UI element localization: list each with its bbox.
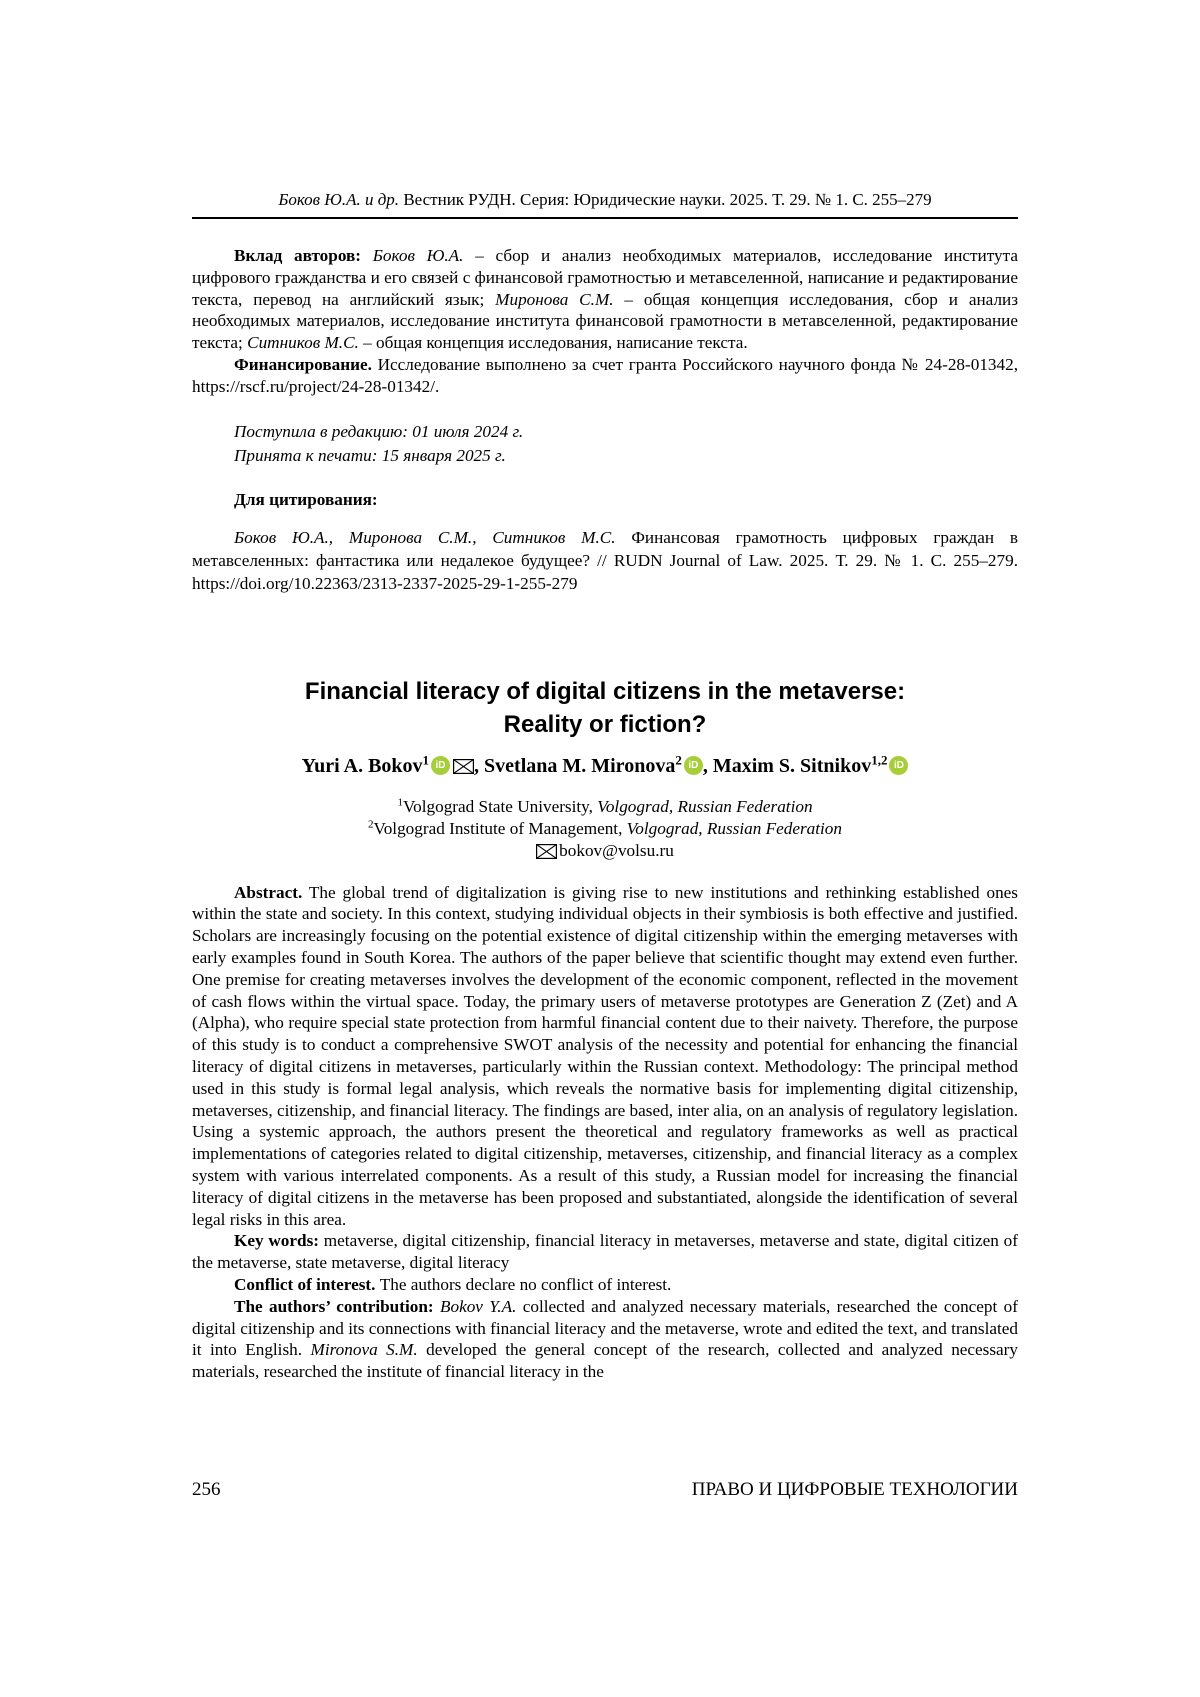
contribution-mironova-text-ru: – общая концепция исследования, сбор и анализ необходимых материалов, исследование института финансовой грамотности в метавселенной, редактирование текста; <box>192 289 1019 353</box>
page-footer <box>192 1479 1018 1501</box>
affiliation-2 <box>192 818 1018 840</box>
contribution-ru-label: Вклад авторов: <box>234 246 373 265</box>
contribution-sitnikov-text-ru: – общая концепция исследования, написание текста. <box>358 333 748 353</box>
author-mironova <box>484 751 703 777</box>
author-mironova-name: Svetlana M. Mironova <box>484 754 676 777</box>
affiliation-1-sup: 1 <box>397 795 403 808</box>
citation-paragraph <box>192 526 1018 595</box>
affiliation-2-place: Volgograd, Russian Federation <box>626 818 842 838</box>
affiliation-1-place: Volgograd, Russian Federation <box>597 796 813 816</box>
accepted-date: Принята к печати: 15 января 2025 г. <box>234 445 506 465</box>
title-line-1: Financial literacy of digital citizens in the metaverse: <box>304 677 906 705</box>
editorial-dates <box>192 420 1018 468</box>
affiliation-2-sup: 2 <box>368 817 374 830</box>
journal-page-content <box>192 0 1018 1383</box>
contribution-bokov-text-en: collected and analyzed necessary materials, researched the concept of digital citizenship and its connections with financial literacy and the metaverse, wrote and edited the text, and translated it into English. <box>192 1296 1018 1360</box>
author-name-mironova-en: Mironova S.M. <box>310 1340 418 1360</box>
received-date: Поступила в редакцию: 01 июля 2024 г. <box>234 421 524 441</box>
conflict-text: The authors declare no conflict of interest. <box>379 1274 672 1294</box>
abstract-label: Abstract. <box>234 882 303 902</box>
email-line <box>192 840 1018 862</box>
authors-line <box>192 753 1018 780</box>
contribution-en-label: The authors’ contribution: <box>234 1296 440 1316</box>
abstract-text: The global trend of digitalization is giving rise to new institutions and rethinking established ones within the state and society. In this context, studying individual objects in their symbiosis is both effective and justified. Scholars are increasingly focusing on the potential existence of digital citizenship within the emerging metaverses with early examples found in South Korea. The authors of the paper believe that scientific thought may extend even further. One premise for creating metaverses involves the development of the economic component, reflected in the movement of cash flows within the virtual space. Today, the primary users of metaverse prototypes are Generation Z (Zet) and A (Alpha), who require special state protection from harmful financial content due to their naivety. Therefore, the purpose of this study is to conduct a comprehensive SWOT analysis of the necessity and potential for enhancing the financial literacy of digital citizens in metaverses, particularly within the Russian context. Methodology: The principal method used in this study is formal legal analysis, which reveals the normative basis for implementing digital citizenship, metaverses, citizenship, and financial literacy. The findings are based, inter alia, on an analysis of regulatory legislation. Using a systemic approach, the authors present the theoretical and regulatory frameworks as well as practical implementations of categories related to digital citizenship, metaverses, citizenship, and financial literacy as a complex system with various interrelated components. As a result of this study, a Russian model for increasing the financial literacy of digital citizens in the metaverse has been proposed and substantiated, alongside the identification of several legal risks in this area. <box>192 882 1018 1229</box>
email-icon[interactable] <box>453 759 474 774</box>
orcid-icon[interactable] <box>889 756 908 775</box>
citation-authors: Боков Ю.А., Миронова С.М., Ситников М.С. <box>234 527 616 547</box>
authors-contribution-en-paragraph <box>192 1296 1018 1383</box>
email-address[interactable]: bokov@volsu.ru <box>559 840 674 860</box>
footer-section-title: ПРАВО И ЦИФРОВЫЕ ТЕХНОЛОГИИ <box>691 1479 1018 1500</box>
affiliation-2-org: Volgograd Institute of Management, <box>373 818 627 838</box>
email-icon <box>536 844 557 859</box>
author-name-bokov-ru: Боков Ю.А. <box>372 246 464 265</box>
page-number: 256 <box>192 1479 221 1500</box>
conflict-of-interest-paragraph <box>192 1274 1018 1296</box>
authors-contribution-ru-paragraph <box>192 245 1018 354</box>
author-sitnikov-name: Maxim S. Sitnikov <box>712 754 872 777</box>
citation-text: Финансовая грамотность цифровых граждан в метавселенных: фантастика или недалекое будущее? // RUDN Journal of Law. 2025. Т. 29. № 1. С. 255–279. https://doi.org/10.22363/2313-2337-2025-29-1-255-279 <box>192 527 1018 593</box>
running-head-authors: Боков Ю.А. и др. <box>278 190 400 209</box>
abstract-paragraph <box>192 882 1018 1231</box>
citation-heading: Для цитирования: <box>234 489 378 509</box>
funding-text: Исследование выполнено за счет гранта Российского научного фонда № 24-28-01342, https://rscf.ru/project/24-28-01342/. <box>192 354 1018 396</box>
orcid-id-label: iD <box>893 759 904 771</box>
author-name-bokov-en: Bokov Y.A. <box>439 1296 517 1316</box>
funding-label: Финансирование. <box>234 354 378 374</box>
author-name-mironova-ru: Миронова С.М. <box>495 289 614 309</box>
article-title <box>192 675 1018 741</box>
running-head-journal: Вестник РУДН. Серия: Юридические науки. 2025. Т. 29. № 1. С. 255–279 <box>399 190 932 209</box>
title-line-2: Reality or fiction? <box>503 710 707 738</box>
orcid-id-label: iD <box>435 759 446 771</box>
running-head <box>192 190 1018 210</box>
affiliation-1 <box>192 796 1018 818</box>
author-bokov <box>301 751 474 777</box>
author-name-sitnikov-ru: Ситников М.С. <box>247 333 359 353</box>
keywords-text: metaverse, digital citizenship, financial literacy in metaverses, metaverse and state, digital citizen of the metaverse, state metaverse, digital literacy <box>192 1231 1018 1273</box>
author-bokov-affil-sup: 1 <box>422 751 430 767</box>
funding-paragraph <box>192 354 1018 398</box>
author-bokov-name: Yuri A. Bokov <box>301 754 423 777</box>
author-sitnikov <box>712 751 909 777</box>
conflict-label: Conflict of interest. <box>234 1274 380 1294</box>
orcid-icon[interactable] <box>431 756 450 775</box>
orcid-icon[interactable] <box>684 756 703 775</box>
author-separator: , <box>702 754 713 777</box>
header-rule <box>192 217 1018 219</box>
orcid-id-label: iD <box>688 759 699 771</box>
affiliations-block <box>192 796 1018 862</box>
author-sitnikov-affil-sup: 1,2 <box>871 751 888 767</box>
author-separator: , <box>474 754 485 777</box>
contribution-bokov-text-ru: – сбор и анализ необходимых материалов, исследование института цифрового гражданства и его связей с финансовой грамотностью и метавселенной, написание и редактирование текста, перевод на английский язык; <box>192 246 1018 309</box>
keywords-paragraph <box>192 1230 1018 1274</box>
affiliation-1-org: Volgograd State University, <box>402 796 598 816</box>
keywords-label: Key words: <box>234 1231 324 1251</box>
contribution-mironova-text-en: developed the general concept of the research, collected and analyzed necessary materials, researched the institute of financial literacy in the <box>192 1340 1019 1382</box>
author-mironova-affil-sup: 2 <box>675 751 682 767</box>
